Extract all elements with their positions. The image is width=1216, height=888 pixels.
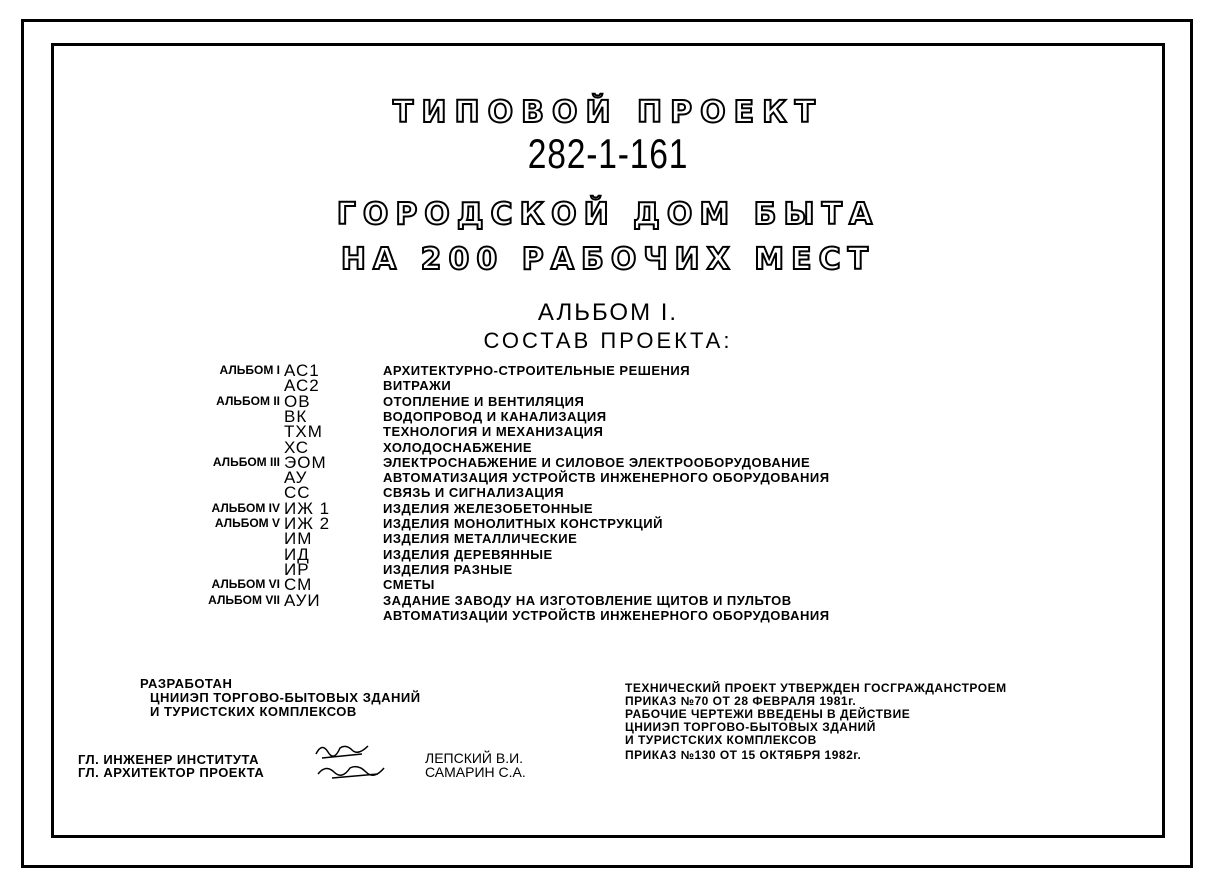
contents-code: АУ bbox=[284, 468, 308, 488]
contents-description: ИЗДЕЛИЯ РАЗНЫЕ bbox=[383, 561, 513, 577]
contents-album: АЛЬБОМ IV bbox=[211, 500, 280, 515]
approval-line5: И ТУРИСТСКИХ КОМПЛЕКСОВ bbox=[625, 733, 817, 747]
contents-album: АЛЬБОМ VI bbox=[211, 577, 280, 592]
project-title-line2: НА 200 РАБОЧИХ МЕСТ bbox=[340, 242, 876, 277]
contents-description: ОТОПЛЕНИЕ И ВЕНТИЛЯЦИЯ bbox=[383, 393, 585, 409]
album-label: АЛЬБОМ I. bbox=[537, 299, 679, 326]
contents-code: ИЖ 1 bbox=[284, 498, 331, 518]
contents-album: АЛЬБОМ VII bbox=[208, 592, 280, 607]
contents-code: ТХМ bbox=[284, 422, 323, 442]
developer-line3: И ТУРИСТСКИХ КОМПЛЕКСОВ bbox=[150, 704, 357, 719]
approval-line6: ПРИКАЗ №130 ОТ 15 ОКТЯБРЯ 1982г. bbox=[625, 748, 862, 762]
developer-line2: ЦНИИЭП ТОРГОВО-БЫТОВЫХ ЗДАНИЙ bbox=[150, 690, 421, 705]
contents-description: ИЗДЕЛИЯ МЕТАЛЛИЧЕСКИЕ bbox=[383, 531, 578, 547]
contents-album: АЛЬБОМ II bbox=[216, 393, 280, 408]
contents-code: ЭОМ bbox=[284, 452, 327, 472]
contents-description: АРХИТЕКТУРНО-СТРОИТЕЛЬНЫЕ РЕШЕНИЯ bbox=[383, 363, 691, 378]
approval-line2: ПРИКАЗ №70 ОТ 28 ФЕВРАЛЯ 1981г. bbox=[625, 694, 857, 708]
contents-description: ХОЛОДОСНАБЖЕНИЕ bbox=[383, 439, 533, 455]
contents-description: СВЯЗЬ И СИГНАЛИЗАЦИЯ bbox=[383, 485, 565, 501]
contents-description: ИЗДЕЛИЯ ЖЕЛЕЗОБЕТОННЫЕ bbox=[383, 500, 594, 516]
composition-heading: СОСТАВ ПРОЕКТА: bbox=[483, 328, 733, 353]
contents-description: ВИТРАЖИ bbox=[383, 378, 452, 394]
contents-code: ОВ bbox=[284, 391, 311, 411]
contents-description: АВТОМАТИЗАЦИИ УСТРОЙСТВ ИНЖЕНЕРНОГО ОБОРУДОВАНИЯ bbox=[383, 607, 830, 623]
handwritten-signatures bbox=[312, 738, 392, 782]
contents-description: ИЗДЕЛИЯ МОНОЛИТНЫХ КОНСТРУКЦИЙ bbox=[383, 516, 663, 531]
contents-description: АВТОМАТИЗАЦИЯ УСТРОЙСТВ ИНЖЕНЕРНОГО ОБОРУДОВАНИЯ bbox=[383, 470, 830, 486]
contents-code: СМ bbox=[284, 575, 313, 595]
project-title-line1: ГОРОДСКОЙ ДОМ БЫТА bbox=[336, 197, 880, 232]
contents-code: ВК bbox=[284, 406, 308, 426]
contents-code: ИД bbox=[284, 544, 310, 564]
approval-line1: ТЕХНИЧЕСКИЙ ПРОЕКТ УТВЕРЖДЕН ГОСГРАЖДАНСТРОЕМ bbox=[625, 681, 1007, 695]
contents-code: АУИ bbox=[284, 590, 321, 610]
signature-name2: САМАРИН С.А. bbox=[425, 764, 526, 780]
contents-code: ИМ bbox=[284, 529, 313, 549]
contents-description: ИЗДЕЛИЯ ДЕРЕВЯННЫЕ bbox=[383, 546, 553, 562]
contents-code: АС1 bbox=[284, 361, 320, 380]
contents-description: ЭЛЕКТРОСНАБЖЕНИЕ И СИЛОВОЕ ЭЛЕКТРООБОРУДОВАНИЕ bbox=[383, 454, 811, 470]
approval-line4: ЦНИИЭП ТОРГОВО-БЫТОВЫХ ЗДАНИЙ bbox=[625, 720, 876, 734]
signature-role1: ГЛ. ИНЖЕНЕР ИНСТИТУТА bbox=[78, 752, 260, 767]
project-number: 282-1-161 bbox=[527, 130, 689, 177]
contents-code: СС bbox=[284, 483, 311, 503]
project-type-label: ТИПОВОЙ ПРОЕКТ bbox=[392, 95, 824, 130]
contents-description: ВОДОПРОВОД И КАНАЛИЗАЦИЯ bbox=[383, 408, 607, 424]
contents-code: ИР bbox=[284, 559, 310, 579]
contents-description: СМЕТЫ bbox=[383, 577, 435, 593]
signature-name1: ЛЕПСКИЙ В.И. bbox=[425, 750, 524, 766]
contents-album: АЛЬБОМ I bbox=[219, 363, 280, 377]
contents-description: ЗАДАНИЕ ЗАВОДУ НА ИЗГОТОВЛЕНИЕ ЩИТОВ И ПУЛЬТОВ bbox=[383, 592, 792, 608]
contents-description: ТЕХНОЛОГИЯ И МЕХАНИЗАЦИЯ bbox=[383, 424, 604, 440]
contents-album: АЛЬБОМ V bbox=[214, 516, 280, 530]
contents-code: ИЖ 2 bbox=[284, 514, 331, 533]
approval-line3: РАБОЧИЕ ЧЕРТЕЖИ ВВЕДЕНЫ В ДЕЙСТВИЕ bbox=[625, 707, 911, 721]
contents-album: АЛЬБОМ III bbox=[212, 454, 280, 469]
contents-code: ХС bbox=[284, 437, 310, 457]
signature-role2: ГЛ. АРХИТЕКТОР ПРОЕКТА bbox=[78, 765, 265, 780]
developer-line1: РАЗРАБОТАН bbox=[140, 676, 233, 691]
contents-code: АС2 bbox=[284, 376, 320, 396]
